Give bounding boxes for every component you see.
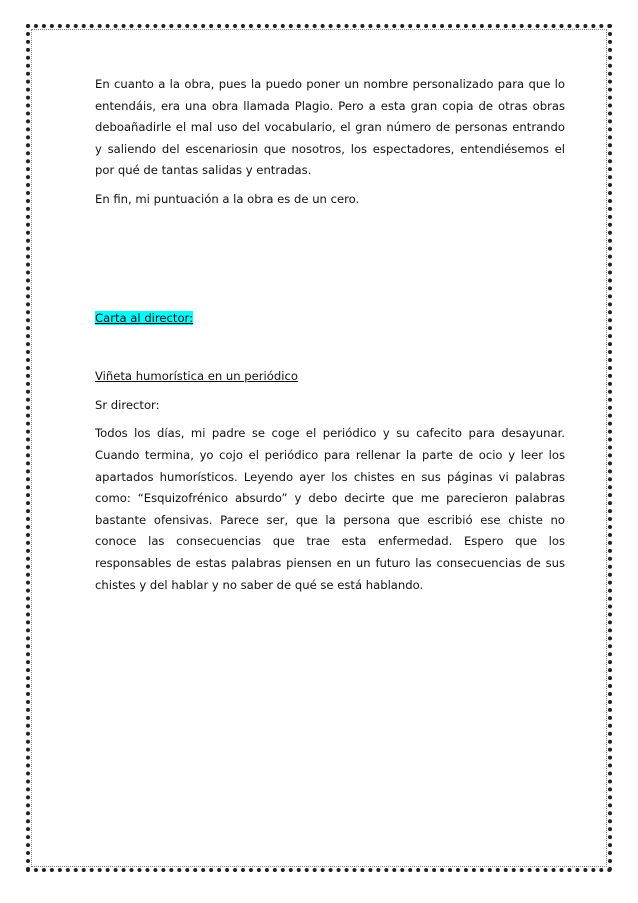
review-paragraph-1: En cuanto a la obra, pues la puedo poner un nombre personalizado para que lo entendáis, era una obra llamada Plagio. Pero a esta gran copia de otras obras deboañadirle el mal uso del vocabulario, el gran número de personas entrando y saliendo del escenariosin que nosotros, los espectadores, entendiésemos el por qué de tantas salidas y entradas.	[95, 77, 565, 178]
letter-body: Todos los días, mi padre se coge el periódico y su cafecito para desayunar. Cuando termina, yo cojo el periódico para rellenar la parte de ocio y leer los apartados humorísticos. Leyendo ayer los chistes en sus páginas vi palabras como: “Esquizofrénico absurdo” y debo decirte que me parecieron palabras bastante ofensivas. Parece ser, que la persona que escribió ese chiste no conoce las consecuencias que trae esta enfermedad. Espero que los responsables de estas palabras piensen en un futuro las consecuencias de sus chistes y del hablar y no saber de qué se está hablando.	[95, 426, 565, 592]
letter-heading	[95, 308, 565, 330]
review-paragraph-2: En fin, mi puntuación a la obra es de un cero.	[95, 191, 360, 206]
letter-salutation: Sr director:	[95, 397, 160, 412]
letter-subheading-text: Viñeta humorística en un periódico	[95, 369, 298, 384]
letter-heading-text: Carta al director:	[95, 310, 194, 325]
letter-subheading	[95, 366, 565, 388]
document-content	[95, 74, 565, 596]
